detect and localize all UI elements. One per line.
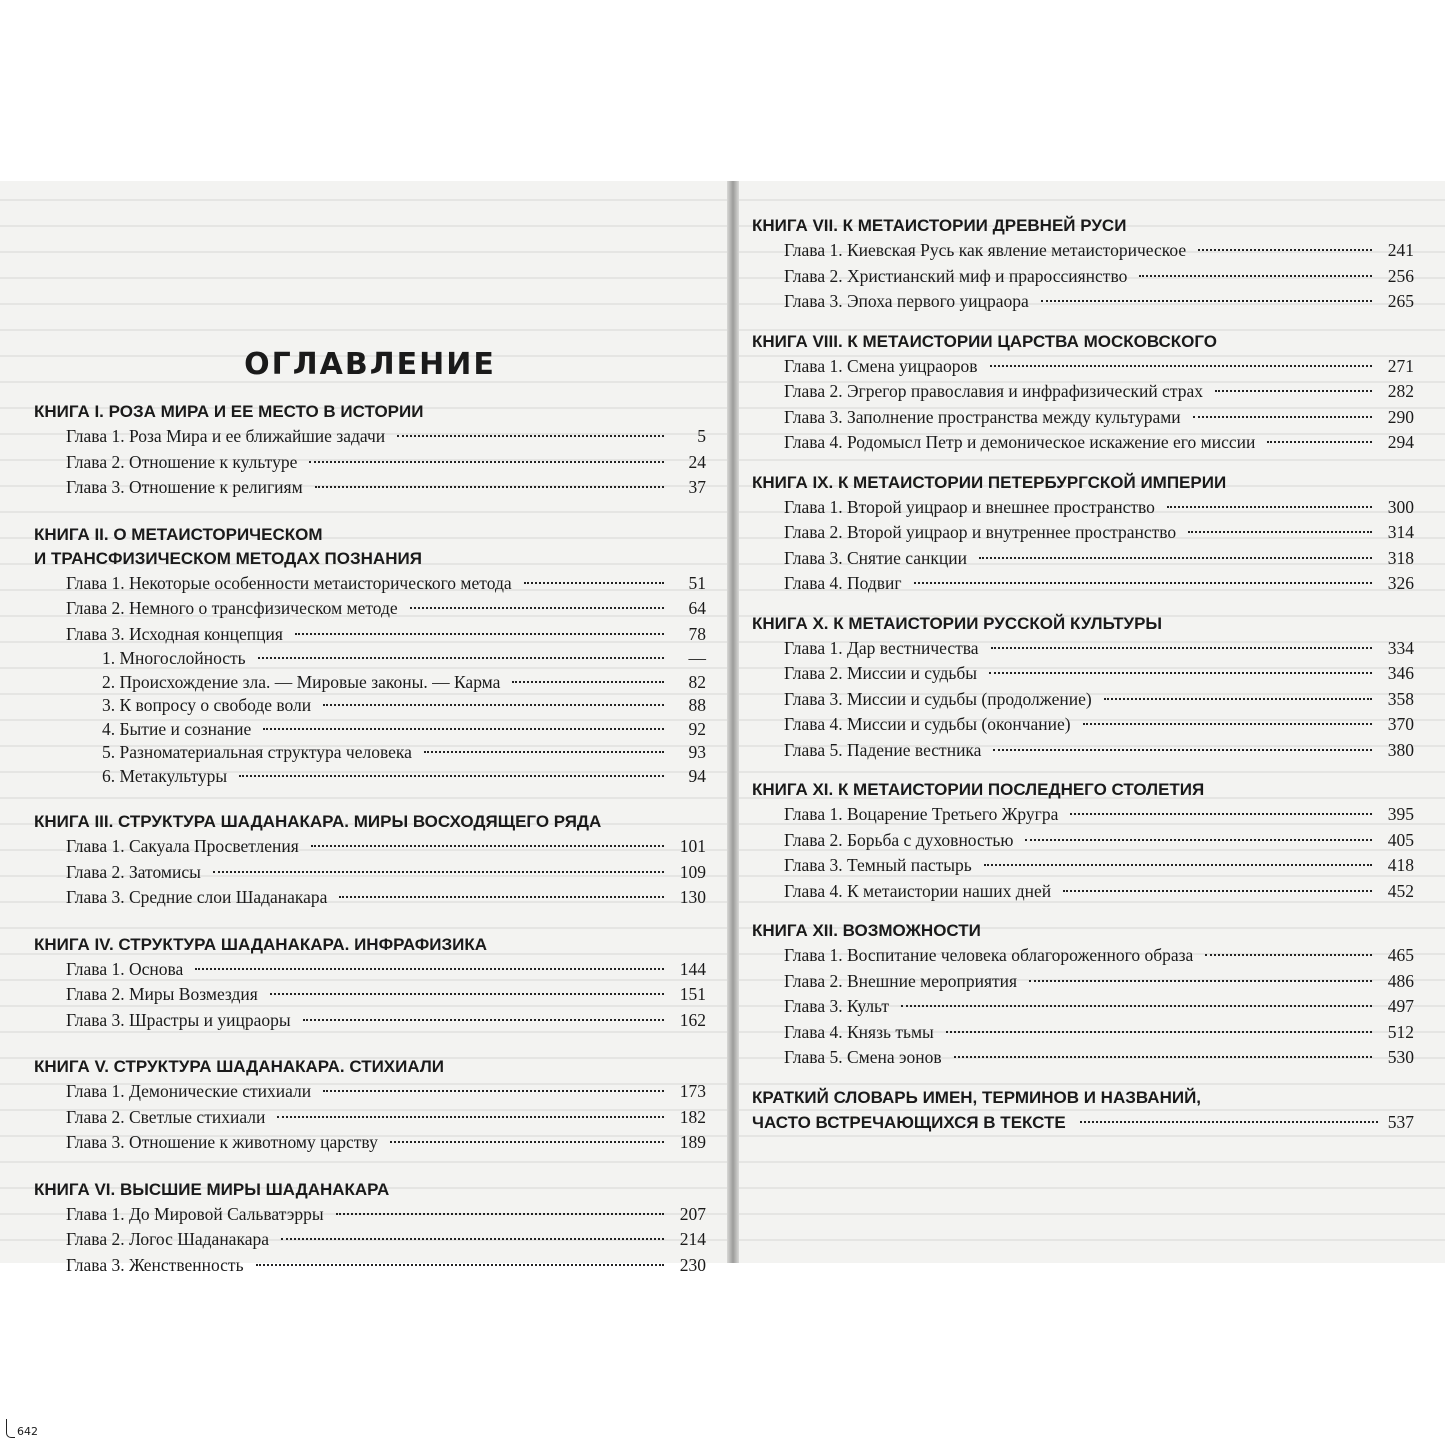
- entry-title: Глава 2. Немного о трансфизическом методе: [66, 598, 398, 618]
- toc-chapter-row: [752, 238, 1414, 264]
- entry-page-number: 151: [679, 984, 706, 1004]
- book-heading-line: КНИГА X. К МЕТАИСТОРИИ РУССКОЙ КУЛЬТУРЫ: [752, 613, 1163, 633]
- toc-chapter-row: [752, 879, 1414, 905]
- entry-title: Глава 4. Миссии и судьбы (окончание): [784, 714, 1071, 734]
- toc-chapter-row: [34, 424, 706, 450]
- entry-page-number: 314: [1387, 522, 1414, 542]
- dictionary-heading: [752, 1086, 1414, 1135]
- toc-chapter-row: [34, 1202, 706, 1228]
- toc-chapter-row: [34, 982, 706, 1008]
- toc-chapter-row: [752, 636, 1414, 662]
- dot-leader: [1205, 954, 1372, 956]
- toc-chapter-row: [752, 828, 1414, 854]
- book-section: [752, 612, 1414, 764]
- toc-subsection-row: [34, 647, 706, 671]
- entry-page-number: —: [688, 648, 706, 668]
- book-section: [34, 400, 706, 501]
- entry-page-number: 88: [688, 695, 706, 715]
- entry-title: 5. Разноматериальная структура человека: [102, 742, 412, 762]
- dot-leader: [524, 582, 664, 584]
- entry-page-number: 358: [1387, 688, 1414, 709]
- dot-leader: [315, 486, 664, 488]
- dot-leader: [323, 1090, 664, 1092]
- book-heading: [34, 400, 706, 424]
- dot-leader: [990, 365, 1372, 367]
- entry-page-number: 290: [1387, 406, 1414, 427]
- entry-page-number: 256: [1387, 265, 1414, 286]
- book-section: [34, 1178, 706, 1279]
- book-heading: [34, 1178, 706, 1202]
- entry-page-number: 189: [679, 1132, 706, 1152]
- entry-page-number: 405: [1387, 829, 1414, 850]
- entry-page-number: 294: [1387, 432, 1414, 452]
- entry-title: Глава 3. Отношение к религиям: [66, 477, 303, 497]
- entry-page-number: 130: [679, 887, 706, 907]
- dot-leader: [1070, 813, 1372, 815]
- book-section: [752, 919, 1414, 1071]
- entry-title: Глава 3. Женственность: [66, 1254, 244, 1275]
- dot-leader: [309, 461, 664, 463]
- dot-leader: [984, 864, 1372, 866]
- entry-title: Глава 4. Князь тьмы: [784, 1021, 934, 1042]
- book-heading-line: КНИГА III. СТРУКТУРА ШАДАНАКАРА. МИРЫ ВОСХОДЯЩЕГО РЯДА: [34, 812, 602, 831]
- book-heading-line: КНИГА XII. ВОЗМОЖНОСТИ: [752, 921, 981, 940]
- dictionary-title-line-2: ЧАСТО ВСТРЕЧАЮЩИХСЯ В ТЕКСТЕ: [752, 1112, 1066, 1132]
- entry-page-number: 94: [688, 765, 706, 786]
- toc-chapter-row: [752, 1045, 1414, 1071]
- dot-leader: [991, 647, 1372, 649]
- dictionary-entry: [752, 1086, 1414, 1135]
- entry-page-number: 182: [679, 1106, 706, 1127]
- entry-page-number: 37: [688, 477, 706, 497]
- entry-title: Глава 3. Заполнение пространства между культурами: [784, 406, 1181, 427]
- book-heading: [34, 933, 706, 957]
- entry-page-number: 51: [688, 572, 706, 593]
- toc-chapter-row: [34, 1130, 706, 1156]
- toc-chapter-row: [752, 853, 1414, 879]
- dot-leader: [1029, 980, 1372, 982]
- entry-title: Глава 2. Борьба с духовностью: [784, 829, 1014, 850]
- entry-title: Глава 3. Эпоха первого уицраора: [784, 291, 1029, 311]
- toc-chapter-row: [752, 661, 1414, 687]
- entry-title: Глава 3. Отношение к животному царству: [66, 1132, 378, 1152]
- entry-title: Глава 1. Воспитание человека облагороженного образа: [784, 945, 1194, 965]
- entry-title: 4. Бытие и сознание: [102, 718, 252, 739]
- book-heading: [752, 471, 1414, 495]
- entry-page-number: 162: [679, 1009, 706, 1030]
- toc-subsection-row: [34, 741, 706, 765]
- dot-leader: [1083, 723, 1372, 725]
- book-section: [34, 1055, 706, 1156]
- dot-leader: [263, 728, 664, 730]
- toc-chapter-row: [34, 475, 706, 501]
- dot-leader: [954, 1056, 1372, 1058]
- entry-page-number: 92: [688, 718, 706, 739]
- toc-chapter-row: [752, 289, 1414, 315]
- toc-subsection-row: [34, 718, 706, 742]
- book-heading-line: КНИГА V. СТРУКТУРА ШАДАНАКАРА. СТИХИАЛИ: [34, 1057, 444, 1076]
- dot-leader: [989, 672, 1372, 674]
- dot-leader: [1139, 275, 1372, 277]
- entry-title: Глава 1. Дар вестничества: [784, 637, 979, 658]
- toc-chapter-row: [752, 687, 1414, 713]
- entry-title: Глава 1. Основа: [66, 958, 184, 979]
- book-heading-line: КНИГА II. О МЕТАИСТОРИЧЕСКОМ: [34, 524, 323, 544]
- entry-page-number: 318: [1387, 547, 1414, 568]
- dictionary-title-line-1: КРАТКИЙ СЛОВАРЬ ИМЕН, ТЕРМИНОВ И НАЗВАНИЙ,: [752, 1087, 1202, 1107]
- entry-title: Глава 1. Некоторые особенности метаисторического метода: [66, 572, 512, 593]
- left-page: [0, 181, 727, 1438]
- dot-leader: [1080, 1121, 1378, 1123]
- entry-title: Глава 3. Средние слои Шаданакара: [66, 887, 328, 907]
- dot-leader: [901, 1005, 1372, 1007]
- book-section: [752, 330, 1414, 456]
- entry-page-number: 486: [1387, 970, 1414, 991]
- dot-leader: [258, 657, 664, 659]
- entry-page-number: 24: [688, 451, 706, 472]
- toc-chapter-row: [752, 969, 1414, 995]
- book-heading: [34, 1055, 706, 1079]
- dot-leader: [1063, 890, 1372, 892]
- entry-page-number: 465: [1387, 945, 1414, 965]
- toc-chapter-row: [752, 520, 1414, 546]
- entry-page-number: 82: [688, 671, 706, 692]
- entry-title: Глава 5. Смена эонов: [784, 1047, 942, 1067]
- right-book-list: [752, 214, 1414, 1071]
- dot-leader: [270, 993, 664, 995]
- dot-leader: [424, 751, 664, 753]
- entry-page-number: 326: [1387, 573, 1414, 593]
- entry-page-number: 78: [688, 623, 706, 644]
- dot-leader: [397, 435, 664, 437]
- entry-page-number: 93: [688, 742, 706, 762]
- dot-leader: [1188, 531, 1372, 533]
- entry-page-number: 207: [679, 1203, 706, 1224]
- book-gutter: [727, 181, 739, 1263]
- toc-chapter-row: [752, 712, 1414, 738]
- entry-title: Глава 3. Снятие санкции: [784, 547, 967, 568]
- entry-page-number: 418: [1387, 855, 1414, 875]
- entry-title: Глава 3. Культ: [784, 996, 890, 1016]
- book-heading-line: КНИГА IX. К МЕТАИСТОРИИ ПЕТЕРБУРГСКОЙ ИМПЕРИИ: [752, 472, 1227, 492]
- entry-title: 3. К вопросу о свободе воли: [102, 695, 312, 715]
- entry-page-number: 370: [1387, 714, 1414, 734]
- dot-leader: [979, 557, 1372, 559]
- dot-leader: [239, 775, 664, 777]
- entry-page-number: 530: [1387, 1047, 1414, 1067]
- dot-leader: [1041, 300, 1372, 302]
- entry-title: Глава 1. Второй уицраор и внешнее пространство: [784, 496, 1155, 517]
- dot-leader: [1025, 839, 1372, 841]
- left-book-list: [34, 400, 706, 1278]
- entry-page-number: 497: [1387, 996, 1414, 1016]
- book-heading-line: КНИГА IV. СТРУКТУРА ШАДАНАКАРА. ИНФРАФИЗИКА: [34, 934, 488, 954]
- toc-chapter-row: [752, 405, 1414, 431]
- book-section: [34, 810, 706, 911]
- dot-leader: [946, 1031, 1372, 1033]
- entry-page-number: 64: [688, 598, 706, 618]
- entry-page-number: 109: [679, 861, 706, 882]
- book-heading: [34, 523, 706, 571]
- toc-chapter-row: [34, 885, 706, 911]
- entry-page-number: 173: [679, 1081, 706, 1101]
- dot-leader: [1167, 506, 1372, 508]
- dot-leader: [195, 968, 664, 970]
- entry-title: Глава 1. Роза Мира и ее ближайшие задачи: [66, 426, 386, 446]
- entry-page-number: 214: [679, 1229, 706, 1249]
- toc-chapter-row: [752, 802, 1414, 828]
- toc-chapter-row: [752, 379, 1414, 405]
- entry-title: Глава 1. Киевская Русь как явление метаисторическое: [784, 240, 1187, 260]
- dot-leader: [410, 607, 664, 609]
- entry-page-number: 300: [1387, 496, 1414, 517]
- entry-title: 6. Метакультуры: [102, 765, 228, 786]
- entry-title: Глава 2. Миссии и судьбы: [784, 663, 978, 683]
- entry-page-number: 271: [1387, 355, 1414, 376]
- toc-chapter-row: [34, 1008, 706, 1034]
- book-heading-line: КНИГА VII. К МЕТАИСТОРИИ ДРЕВНЕЙ РУСИ: [752, 216, 1127, 235]
- dot-leader: [993, 749, 1372, 751]
- entry-page-number: 5: [697, 426, 706, 446]
- toc-chapter-row: [34, 1253, 706, 1279]
- toc-chapter-row: [34, 571, 706, 597]
- page-ornament-icon: [6, 1419, 15, 1438]
- toc-title: ОГЛАВЛЕНИЕ: [244, 347, 496, 382]
- entry-title: Глава 3. Исходная концепция: [66, 623, 283, 644]
- toc-chapter-row: [752, 1020, 1414, 1046]
- entry-page-number: 452: [1387, 880, 1414, 901]
- book-heading-line: КНИГА VIII. К МЕТАИСТОРИИ ЦАРСТВА МОСКОВСКОГО: [752, 331, 1218, 351]
- entry-title: Глава 4. Подвиг: [784, 573, 902, 593]
- entry-page-number: 282: [1387, 381, 1414, 401]
- page-number-text: 642: [17, 1425, 38, 1438]
- dot-leader: [914, 582, 1372, 584]
- dot-leader: [1215, 390, 1372, 392]
- book-heading-line: КНИГА VI. ВЫСШИЕ МИРЫ ШАДАНАКАРА: [34, 1179, 390, 1199]
- entry-title: Глава 2. Миры Возмездия: [66, 984, 258, 1004]
- entry-title: Глава 1. Воцарение Третьего Жругра: [784, 804, 1059, 824]
- entry-title: Глава 4. Родомысл Петр и демоническое искажение его миссии: [784, 432, 1256, 452]
- entry-title: Глава 2. Логос Шаданакара: [66, 1229, 269, 1249]
- book-heading: [752, 612, 1414, 636]
- book-heading: [752, 330, 1414, 354]
- toc-chapter-row: [752, 264, 1414, 290]
- entry-page-number: 380: [1387, 739, 1414, 760]
- entry-title: Глава 1. Демонические стихиали: [66, 1081, 312, 1101]
- page-number: [6, 1419, 38, 1438]
- toc-subsection-row: [34, 765, 706, 789]
- entry-title: Глава 2. Внешние мероприятия: [784, 970, 1018, 991]
- dot-leader: [1104, 698, 1372, 700]
- dot-leader: [512, 681, 664, 683]
- book-heading-line: И ТРАНСФИЗИЧЕСКОМ МЕТОДАХ ПОЗНАНИЯ: [34, 548, 422, 568]
- toc-chapter-row: [752, 994, 1414, 1020]
- entry-title: Глава 2. Христианский миф и прароссиянство: [784, 265, 1128, 286]
- toc-chapter-row: [34, 860, 706, 886]
- entry-page-number: 265: [1387, 291, 1414, 311]
- entry-title: Глава 1. Сакуала Просветления: [66, 836, 299, 856]
- book-section: [752, 214, 1414, 315]
- book-heading: [752, 919, 1414, 943]
- book-heading: [752, 214, 1414, 238]
- dot-leader: [323, 704, 664, 706]
- toc-chapter-row: [34, 1105, 706, 1131]
- book-section: [34, 523, 706, 789]
- entry-title: Глава 2. Эгрегор православия и инфрафизический страх: [784, 381, 1203, 401]
- dot-leader: [311, 845, 664, 847]
- book-heading: [752, 778, 1414, 802]
- entry-page-number: 334: [1387, 637, 1414, 658]
- dot-leader: [295, 633, 664, 635]
- dot-leader: [1193, 416, 1372, 418]
- entry-title: Глава 3. Шрастры и уицраоры: [66, 1009, 291, 1030]
- toc-chapter-row: [34, 450, 706, 476]
- entry-title: Глава 3. Темный пастырь: [784, 855, 972, 875]
- dot-leader: [336, 1213, 664, 1215]
- right-toc-column: [752, 181, 1414, 1150]
- entry-title: 1. Многослойность: [102, 648, 246, 668]
- entry-page-number: 230: [679, 1254, 706, 1275]
- left-toc-column: [34, 181, 706, 1300]
- dot-leader: [303, 1019, 664, 1021]
- toc-chapter-row: [34, 1227, 706, 1253]
- entry-page-number: 144: [679, 958, 706, 979]
- right-page: [739, 181, 1445, 1263]
- toc-subsection-row: [34, 671, 706, 695]
- toc-chapter-row: [752, 943, 1414, 969]
- book-section: [752, 778, 1414, 904]
- entry-title: Глава 1. Смена уицраоров: [784, 355, 978, 376]
- entry-title: Глава 5. Падение вестника: [784, 739, 982, 760]
- entry-title: Глава 2. Светлые стихиали: [66, 1106, 266, 1127]
- toc-chapter-row: [34, 1079, 706, 1105]
- toc-chapter-row: [752, 430, 1414, 456]
- entry-title: Глава 2. Отношение к культуре: [66, 451, 298, 472]
- dictionary-page-number: 537: [1387, 1111, 1414, 1132]
- toc-chapter-row: [34, 622, 706, 648]
- toc-chapter-row: [34, 596, 706, 622]
- entry-page-number: 512: [1387, 1021, 1414, 1042]
- entry-title: Глава 1. До Мировой Сальватэрры: [66, 1203, 324, 1224]
- toc-subsection-row: [34, 694, 706, 718]
- toc-chapter-row: [752, 546, 1414, 572]
- entry-page-number: 395: [1387, 804, 1414, 824]
- toc-chapter-row: [752, 495, 1414, 521]
- entry-page-number: 346: [1387, 663, 1414, 683]
- entry-title: Глава 4. К метаистории наших дней: [784, 880, 1052, 901]
- toc-chapter-row: [34, 957, 706, 983]
- toc-chapter-row: [752, 354, 1414, 380]
- entry-page-number: 101: [679, 836, 706, 856]
- entry-title: 2. Происхождение зла. — Мировые законы. — Карма: [102, 671, 501, 692]
- toc-chapter-row: [752, 571, 1414, 597]
- dot-leader: [281, 1238, 664, 1240]
- entry-title: Глава 3. Миссии и судьбы (продолжение): [784, 688, 1092, 709]
- dot-leader: [1267, 441, 1372, 443]
- entry-title: Глава 2. Второй уицраор и внутреннее пространство: [784, 522, 1177, 542]
- toc-chapter-row: [752, 738, 1414, 764]
- dictionary-title-line-2-row: [752, 1110, 1414, 1135]
- dot-leader: [213, 871, 664, 873]
- dot-leader: [390, 1141, 664, 1143]
- dot-leader: [1198, 249, 1372, 251]
- book-heading-line: КНИГА XI. К МЕТАИСТОРИИ ПОСЛЕДНЕГО СТОЛЕТИЯ: [752, 780, 1205, 799]
- dot-leader: [277, 1116, 664, 1118]
- book-section: [752, 471, 1414, 597]
- book-heading: [34, 810, 706, 834]
- entry-page-number: 241: [1387, 240, 1414, 260]
- book-heading-line: КНИГА I. РОЗА МИРА И ЕЕ МЕСТО В ИСТОРИИ: [34, 402, 424, 421]
- book-section: [34, 933, 706, 1034]
- dot-leader: [339, 896, 664, 898]
- entry-title: Глава 2. Затомисы: [66, 861, 201, 882]
- dot-leader: [256, 1264, 664, 1266]
- toc-chapter-row: [34, 834, 706, 860]
